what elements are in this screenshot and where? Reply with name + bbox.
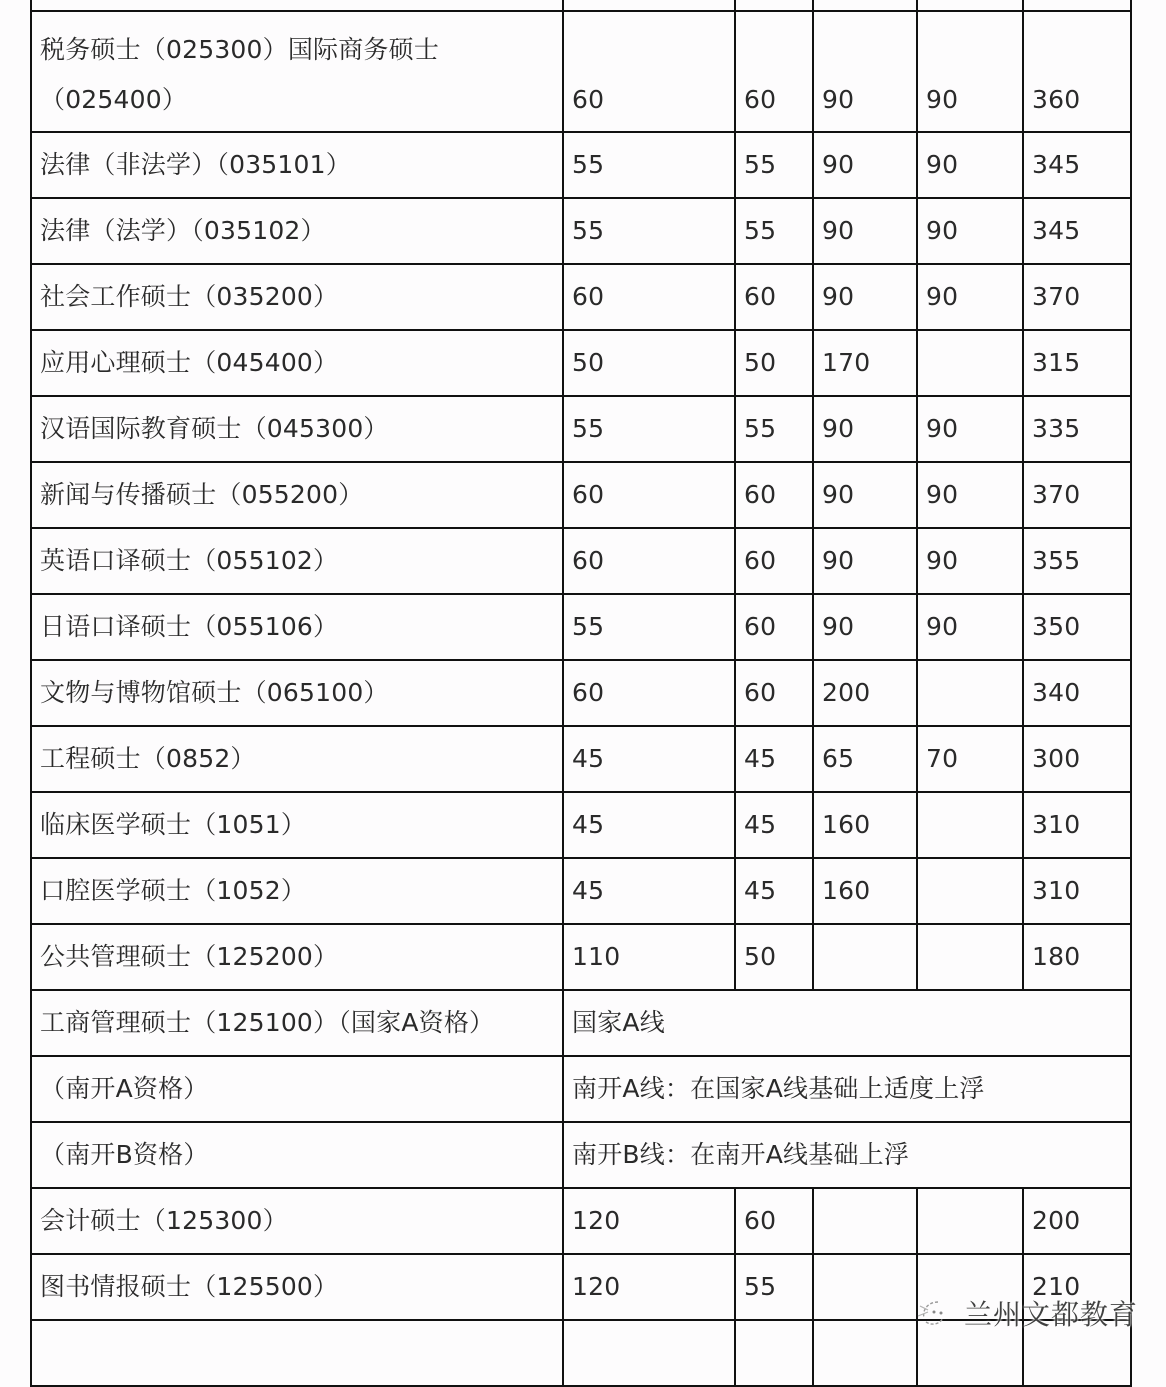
score-cell-4: [917, 1320, 1023, 1386]
score-cell-3: 90: [813, 462, 917, 528]
total-score-cell: 370: [1023, 462, 1131, 528]
score-cell-3: [813, 0, 917, 11]
score-cell-2: 55: [735, 1254, 813, 1320]
score-cell-1: [563, 1320, 735, 1386]
total-score-cell: 350: [1023, 594, 1131, 660]
program-name-cell: 应用心理硕士（045400）: [31, 330, 563, 396]
score-cell-3: 160: [813, 858, 917, 924]
score-cell-1: 110: [563, 924, 735, 990]
score-cell-3: 90: [813, 198, 917, 264]
score-cell-3: 200: [813, 660, 917, 726]
score-cell-1: 55: [563, 594, 735, 660]
score-cell-3: 90: [813, 132, 917, 198]
program-name-cell: 英语口译硕士（055102）: [31, 528, 563, 594]
score-cell-4: [917, 792, 1023, 858]
total-score-cell: 345: [1023, 132, 1131, 198]
total-score-cell: 200: [1023, 1188, 1131, 1254]
table-row: [31, 198, 1131, 264]
program-name-cell: 新闻与传播硕士（055200）: [31, 462, 563, 528]
score-cell-4: 90: [917, 462, 1023, 528]
total-score-cell: 180: [1023, 924, 1131, 990]
score-cell-4: [917, 1188, 1023, 1254]
total-score-cell: 360: [1023, 11, 1131, 132]
score-cell-2: 45: [735, 858, 813, 924]
program-name-cell: 会计硕士（125300）: [31, 1188, 563, 1254]
score-cell-1: 45: [563, 792, 735, 858]
score-cell-3: 65: [813, 726, 917, 792]
score-cell-2: [735, 1320, 813, 1386]
score-cell-2: 50: [735, 924, 813, 990]
program-name-cell: 临床医学硕士（1051）: [31, 792, 563, 858]
score-cell-3: [813, 1320, 917, 1386]
score-cell-1: 120: [563, 1254, 735, 1320]
table-row: [31, 264, 1131, 330]
merged-score-note-cell: 国家A线: [563, 990, 1131, 1056]
score-cell-2: 60: [735, 1188, 813, 1254]
watermark-text: 兰州文都教育: [964, 1298, 1139, 1331]
score-cell-2: 60: [735, 528, 813, 594]
score-cell-1: 60: [563, 11, 735, 132]
table-row-partial-top: [31, 0, 1131, 11]
score-cell-3: 170: [813, 330, 917, 396]
total-score-cell: 300: [1023, 726, 1131, 792]
score-cell-1: [563, 0, 735, 11]
score-cutoff-table: [30, 0, 1132, 1387]
total-score-cell: 355: [1023, 528, 1131, 594]
score-cell-2: 55: [735, 198, 813, 264]
score-cell-3: 90: [813, 594, 917, 660]
score-cell-1: 60: [563, 462, 735, 528]
program-name-cell: 图书情报硕士（125500）: [31, 1254, 563, 1320]
score-cell-4: 90: [917, 264, 1023, 330]
table-row-merged: [31, 990, 1131, 1056]
score-cell-4: [917, 924, 1023, 990]
program-name-cell: 文物与博物馆硕士（065100）: [31, 660, 563, 726]
score-cell-1: 60: [563, 528, 735, 594]
score-cell-2: 60: [735, 11, 813, 132]
table-row: [31, 528, 1131, 594]
score-cell-2: 55: [735, 132, 813, 198]
table-row-merged: [31, 1122, 1131, 1188]
program-name-cell: [31, 1320, 563, 1386]
table-row: [31, 132, 1131, 198]
score-cell-4: [917, 858, 1023, 924]
score-cell-1: 60: [563, 264, 735, 330]
score-table-container: [30, 0, 1130, 1387]
total-score-cell: 335: [1023, 396, 1131, 462]
program-name-cell: 工程硕士（0852）: [31, 726, 563, 792]
table-row: [31, 396, 1131, 462]
table-row: [31, 726, 1131, 792]
program-name-cell: 汉语国际教育硕士（045300）: [31, 396, 563, 462]
table-row: [31, 594, 1131, 660]
total-score-cell: 315: [1023, 330, 1131, 396]
score-cell-1: 60: [563, 660, 735, 726]
total-score-cell: [1023, 1320, 1131, 1386]
table-row-merged: [31, 1056, 1131, 1122]
score-cell-2: [735, 0, 813, 11]
total-score-cell: 345: [1023, 198, 1131, 264]
program-name-cell: 公共管理硕士（125200）: [31, 924, 563, 990]
score-cell-4: 90: [917, 594, 1023, 660]
table-row: [31, 11, 1131, 132]
total-score-cell: 340: [1023, 660, 1131, 726]
score-cell-3: 160: [813, 792, 917, 858]
total-score-cell: 370: [1023, 264, 1131, 330]
score-cell-2: 60: [735, 264, 813, 330]
program-name-cell: 社会工作硕士（035200）: [31, 264, 563, 330]
total-score-cell: 310: [1023, 792, 1131, 858]
table-row: [31, 462, 1131, 528]
program-name-cell: 日语口译硕士（055106）: [31, 594, 563, 660]
score-cell-2: 45: [735, 792, 813, 858]
score-cell-1: 55: [563, 396, 735, 462]
program-name-cell: 法律（法学）（035102）: [31, 198, 563, 264]
score-cell-2: 60: [735, 462, 813, 528]
score-cell-4: [917, 330, 1023, 396]
program-name-cell: 税务硕士（025300）国际商务硕士（025400）: [31, 11, 563, 132]
score-cell-4: 70: [917, 726, 1023, 792]
score-cell-4: 90: [917, 11, 1023, 132]
table-row-partial-bottom: [31, 1320, 1131, 1386]
score-cell-3: 90: [813, 396, 917, 462]
score-cell-3: [813, 1254, 917, 1320]
score-cell-1: 120: [563, 1188, 735, 1254]
total-score-cell: 310: [1023, 858, 1131, 924]
table-row: [31, 924, 1131, 990]
score-cell-2: 60: [735, 660, 813, 726]
table-row: [31, 1188, 1131, 1254]
score-cell-1: 45: [563, 858, 735, 924]
score-cell-4: 90: [917, 132, 1023, 198]
score-cell-4: 90: [917, 396, 1023, 462]
table-row: [31, 330, 1131, 396]
table-row: [31, 660, 1131, 726]
program-name-cell: [31, 0, 563, 11]
table-row: [31, 792, 1131, 858]
score-cell-1: 55: [563, 198, 735, 264]
merged-score-note-cell: 南开B线：在南开A线基础上浮: [563, 1122, 1131, 1188]
program-name-cell: 口腔医学硕士（1052）: [31, 858, 563, 924]
score-cell-1: 45: [563, 726, 735, 792]
score-cell-3: [813, 924, 917, 990]
score-cell-2: 50: [735, 330, 813, 396]
table-row: [31, 1254, 1131, 1320]
score-cell-2: 55: [735, 396, 813, 462]
score-cell-4: [917, 660, 1023, 726]
score-cell-4: 90: [917, 198, 1023, 264]
score-cell-3: 90: [813, 11, 917, 132]
table-row: [31, 858, 1131, 924]
merged-score-note-cell: 南开A线：在国家A线基础上适度上浮: [563, 1056, 1131, 1122]
score-cell-2: 45: [735, 726, 813, 792]
score-cell-4: [917, 1254, 1023, 1320]
score-cell-1: 55: [563, 132, 735, 198]
score-cell-2: 60: [735, 594, 813, 660]
score-cell-4: 90: [917, 528, 1023, 594]
score-cell-1: 50: [563, 330, 735, 396]
total-score-cell: 210: [1023, 1254, 1131, 1320]
score-cell-3: [813, 1188, 917, 1254]
program-name-cell: （南开B资格）: [31, 1122, 563, 1188]
score-cell-4: [917, 0, 1023, 11]
score-cell-3: 90: [813, 264, 917, 330]
program-name-cell: 法律（非法学）（035101）: [31, 132, 563, 198]
program-name-cell: （南开A资格）: [31, 1056, 563, 1122]
score-cell-3: 90: [813, 528, 917, 594]
total-score-cell: [1023, 0, 1131, 11]
program-name-cell: 工商管理硕士（125100）（国家A资格）: [31, 990, 563, 1056]
